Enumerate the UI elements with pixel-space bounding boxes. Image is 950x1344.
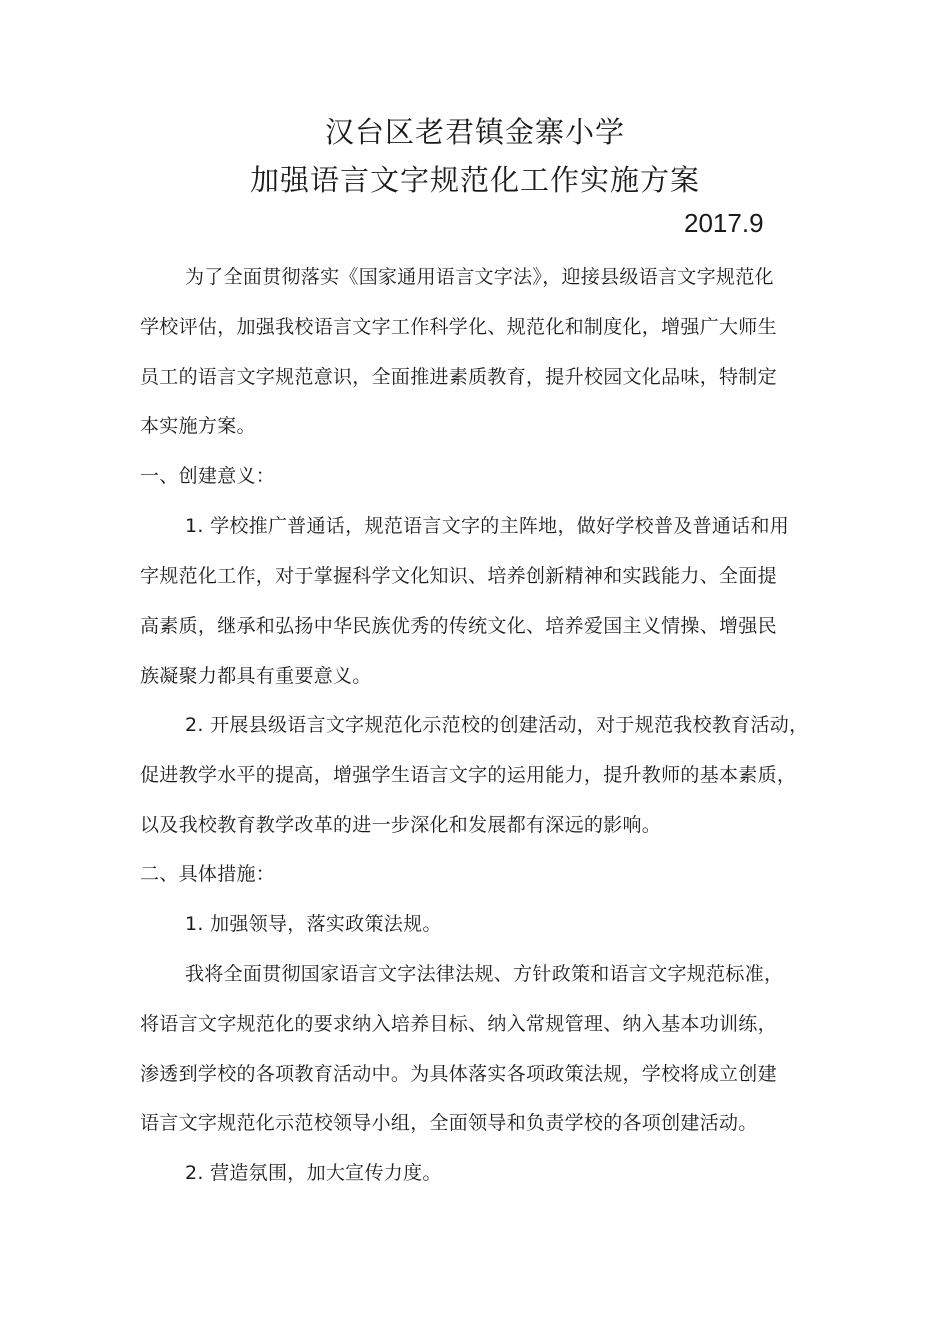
document-title-line2: 加强语言文字规范化工作实施方案 — [249, 163, 700, 197]
subheading-line: 2. 营造氛围，加大宣传力度。 — [185, 1162, 442, 1184]
paragraph-line: 语言文字规范化示范校领导小组，全面领导和负责学校的各项创建活动。 — [140, 1112, 758, 1134]
paragraph-line: 以及我校教育教学改革的进一步深化和发展都有深远的影响。 — [140, 814, 662, 836]
document-date: 2017.9 — [684, 208, 764, 238]
section-heading: 二、具体措施： — [140, 863, 276, 885]
paragraph-line: 字规范化工作，对于掌握科学文化知识、培养创新精神和实践能力、全面提 — [140, 565, 777, 587]
subheading-line: 1. 加强领导，落实政策法规。 — [185, 913, 442, 935]
paragraph-line: 本实施方案。 — [140, 415, 256, 437]
paragraph-line: 族凝聚力都具有重要意义。 — [140, 665, 372, 687]
paragraph-line: 将语言文字规范化的要求纳入培养目标、纳入常规管理、纳入基本功训练， — [140, 1013, 777, 1035]
paragraph-line: 高素质，继承和弘扬中华民族优秀的传统文化、培养爱国主义情操、增强民 — [140, 615, 777, 637]
paragraph-line: 员工的语言文字规范意识，全面推进素质教育，提升校园文化品味，特制定 — [140, 366, 777, 388]
paragraph-line: 渗透到学校的各项教育活动中。为具体落实各项政策法规，学校将成立创建 — [140, 1063, 777, 1085]
paragraph-line: 为了全面贯彻落实《国家通用语言文字法》，迎接县级语言文字规范化 — [185, 266, 774, 288]
paragraph-line: 1. 学校推广普通话，规范语言文字的主阵地，做好学校普及普通话和用 — [185, 515, 790, 537]
paragraph-line: 促进教学水平的提高，增强学生语言文字的运用能力，提升教师的基本素质， — [140, 764, 797, 786]
paragraph-line: 我将全面贯彻国家语言文字法律法规、方针政策和语言文字规范标准， — [185, 963, 784, 985]
paragraph-line: 学校评估，加强我校语言文字工作科学化、规范化和制度化，增强广大师生 — [140, 316, 777, 338]
paragraph-line: 2. 开展县级语言文字规范化示范校的创建活动，对于规范我校教育活动， — [185, 714, 809, 736]
section-heading: 一、创建意义： — [140, 465, 276, 487]
document-title-line1: 汉台区老君镇金寨小学 — [324, 115, 625, 149]
